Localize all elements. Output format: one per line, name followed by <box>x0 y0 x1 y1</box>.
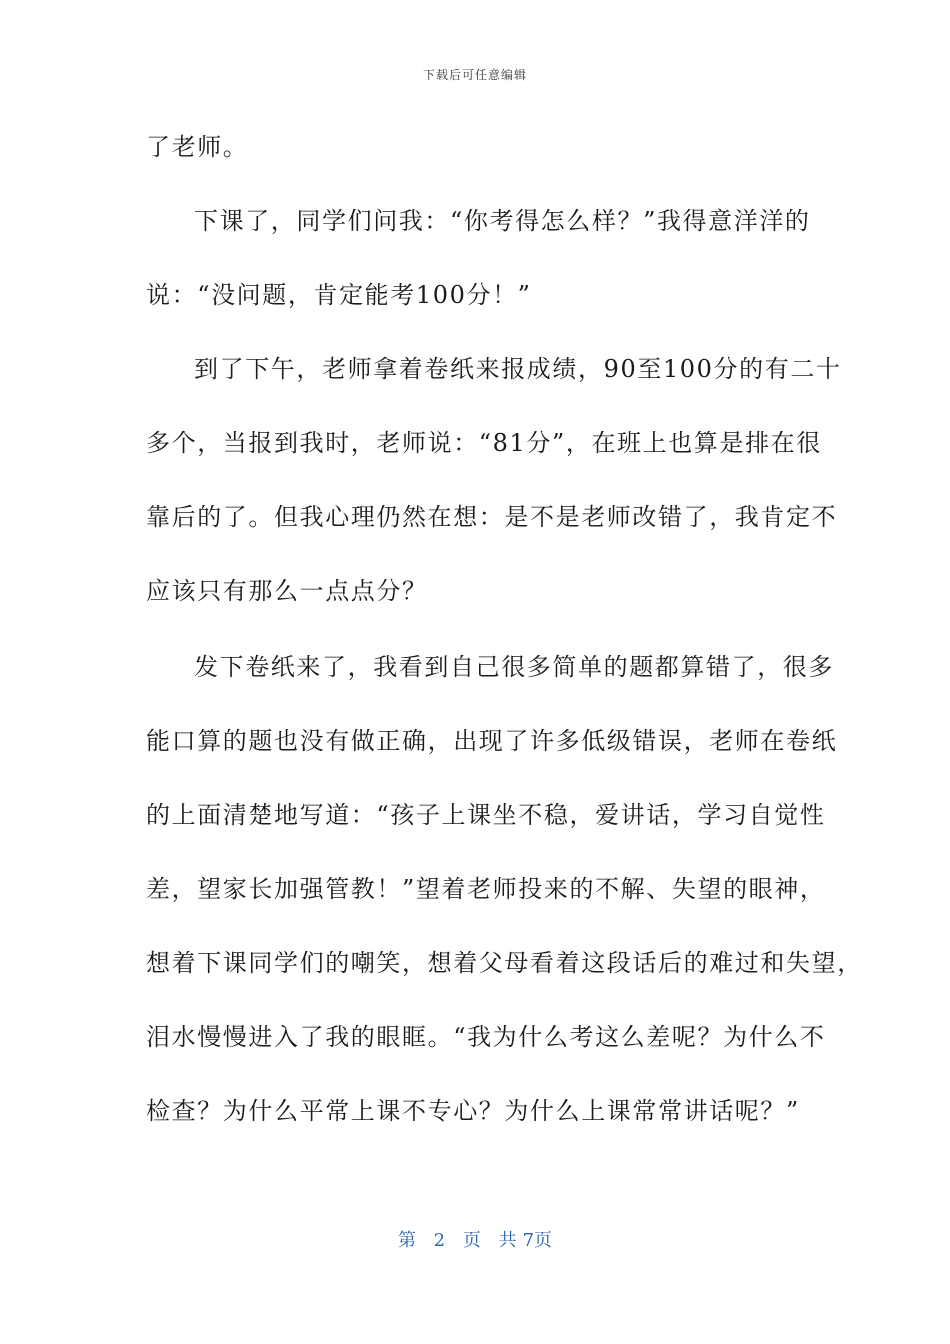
text-line: 想着下课同学们的嘲笑，想着父母看着这段话后的难过和失望， <box>146 949 863 977</box>
footer-label-ye: 页 <box>462 1230 481 1251</box>
text-line: 靠后的了。但我心理仍然在想：是不是老师改错了，我肯定不 <box>146 503 838 531</box>
footer-label-gong: 共 <box>498 1230 517 1251</box>
footer-label-di: 第 <box>397 1230 416 1251</box>
text-line: 的上面清楚地写道：“孩子上课坐不稳，爱讲话，学习自觉性 <box>146 801 826 829</box>
header-note: 下载后可任意编辑 <box>422 68 527 82</box>
text-line: 到了下午，老师拿着卷纸来报成绩，90至100分的有二十 <box>194 355 842 383</box>
text-line: 说：“没问题，肯定能考100分！” <box>146 281 532 309</box>
text-line: 能口算的题也没有做正确，出现了许多低级错误，老师在卷纸 <box>146 727 838 755</box>
page-current-number: 2 <box>433 1230 446 1251</box>
text-line: 下课了，同学们问我：“你考得怎么样？”我得意洋洋的 <box>194 207 811 235</box>
text-line: 多个，当报到我时，老师说：“81分”，在班上也算是排在很 <box>146 429 822 457</box>
text-line: 检查？为什么平常上课不专心？为什么上课常常讲话呢？” <box>146 1097 800 1125</box>
text-line: 差，望家长加强管教！”望着老师投来的不解、失望的眼神， <box>146 875 826 903</box>
text-line: 泪水慢慢进入了我的眼眶。“我为什么考这么差呢？为什么不 <box>146 1023 826 1051</box>
text-line: 发下卷纸来了，我看到自己很多简单的题都算错了，很多 <box>194 653 834 681</box>
page-footer <box>0 1226 950 1252</box>
text-line: 了老师。 <box>146 133 249 161</box>
text-line: 应该只有那么一点点分？ <box>146 577 428 605</box>
page-total: 7页 <box>522 1230 553 1251</box>
